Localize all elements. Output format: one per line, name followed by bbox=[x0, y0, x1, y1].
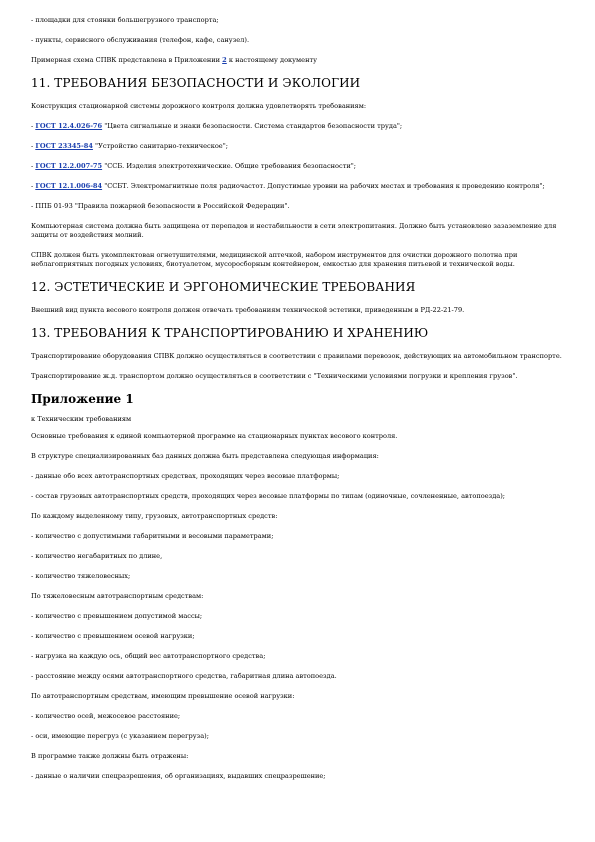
standard-reference: - ГОСТ 12.4.026-76 "Цвета сигнальные и знаки безопасности. Система стандартов безопасности труда"; bbox=[31, 122, 403, 130]
list-item: - количество с допустимыми габаритными и весовыми параметрами; bbox=[31, 532, 274, 540]
gost-link[interactable]: ГОСТ 23345-84 bbox=[35, 142, 93, 150]
list-item: - площадки для стоянки большегрузного транспорта; bbox=[31, 16, 219, 24]
standard-reference: - ГОСТ 23345-84 "Устройство санитарно-техническое"; bbox=[31, 142, 228, 150]
paragraph: Компьютерная система должна быть защищена от перепадов и нестабильности в сети электропитания. Должно быть установлено зазаземление для защиты от воздействия молний. bbox=[31, 222, 557, 239]
list-item: - состав грузовых автотранспортных средств, проходящих через весовые платформы по типам (одиночные, сочлененные, автопоезда); bbox=[31, 492, 506, 500]
appendix-1-heading: Приложение 1 bbox=[31, 392, 134, 406]
paragraph: СПВК должен быть укомплектован огнетушителями, медицинской аптечкой, набором инструментов для очистки дорожного полотна при неблагоприятных погодных условиях, биотуалетом, мусоросборным контейнером, емкостью для хранения питьевой и технической воды. bbox=[31, 251, 518, 268]
standard-reference: - ГОСТ 12.1.006-84 "ССБТ. Электромагнитные поля радиочастот. Допустимые уровни на рабочих местах и требования к проведению контроля"; bbox=[31, 182, 545, 190]
appendix-1-body bbox=[31, 432, 567, 781]
list-item: - оси, имеющие перегруз (с указанием перегруза); bbox=[31, 732, 209, 740]
appendix-1-subtitle: к Техническим требованиям bbox=[31, 415, 132, 423]
list-item: - количество с превышением осевой нагрузки; bbox=[31, 632, 195, 640]
section-12-heading: 12. ЭСТЕТИЧЕСКИЕ И ЭРГОНОМИЧЕСКИЕ ТРЕБОВАНИЯ bbox=[31, 280, 416, 294]
paragraph: Внешний вид пункта весового контроля должен отвечать требованиям технической эстетики, приведенным в РД-22-21-79. bbox=[31, 306, 465, 314]
section-13-heading: 13. ТРЕБОВАНИЯ К ТРАНСПОРТИРОВАНИЮ И ХРАНЕНИЮ bbox=[31, 326, 429, 340]
fire-safety-rules: - ППБ 01-93 "Правила пожарной безопасности в Российской Федерации". bbox=[31, 202, 290, 210]
list-item: - пункты, сервисного обслуживания (телефон, кафе, санузел). bbox=[31, 36, 250, 44]
list-item: - расстояние между осями автотранспортного средства, габаритная длина автопоезда. bbox=[31, 672, 337, 680]
list-item: По каждому выделенному типу, грузовых, автотранспортных средств: bbox=[31, 512, 278, 520]
section-11-intro: Конструкция стационарной системы дорожного контроля должна удовлетворять требованиям: bbox=[31, 102, 367, 110]
list-item: - данные обо всех автотранспортных средствах, проходящих через весовые платформы; bbox=[31, 472, 340, 480]
gost-link[interactable]: ГОСТ 12.4.026-76 bbox=[35, 122, 103, 130]
list-item: - количество негабаритных по длине, bbox=[31, 552, 163, 560]
gost-link[interactable]: ГОСТ 12.2.007-75 bbox=[35, 162, 103, 170]
paragraph: Транспортирование ж.д. транспортом должно осуществляться в соответствии с "Техническими условиями погрузки и крепления грузов". bbox=[31, 372, 518, 380]
list-item: - данные о наличии спецразрешения, об организациях, выдавших спецразрешение; bbox=[31, 772, 326, 780]
document-page bbox=[31, 16, 567, 792]
list-item: В структуре специализированных баз данных должна быть представлена следующая информация: bbox=[31, 452, 379, 460]
gost-link[interactable]: ГОСТ 12.1.006-84 bbox=[35, 182, 103, 190]
standard-reference: - ГОСТ 12.2.007-75 "ССБ. Изделия электротехнические. Общие требования безопасности"; bbox=[31, 162, 356, 170]
list-item: - нагрузка на каждую ось, общий вес автотранспортного средства; bbox=[31, 652, 266, 660]
list-item: - количество осей, межосевое расстояние; bbox=[31, 712, 181, 720]
list-item: В программе также должны быть отражены: bbox=[31, 752, 189, 760]
appendix-reference: Примерная схема СПВК представлена в Приложении 2 к настоящему документу bbox=[31, 56, 317, 64]
section-11-heading: 11. ТРЕБОВАНИЯ БЕЗОПАСНОСТИ И ЭКОЛОГИИ bbox=[31, 76, 361, 90]
list-item: - количество с превышением допустимой массы; bbox=[31, 612, 203, 620]
list-item: По автотранспортным средствам, имеющим превышение осевой нагрузки: bbox=[31, 692, 295, 700]
appendix-2-link[interactable]: 2 bbox=[222, 56, 227, 64]
list-item: - количество тяжеловесных; bbox=[31, 572, 131, 580]
list-item: Основные требования к единой компьютерной программе на стационарных пунктах весового контроля. bbox=[31, 432, 398, 440]
paragraph: Транспортирование оборудования СПВК должно осуществляться в соответствии с правилами перевозок, действующих на автомобильном транспорте. bbox=[31, 352, 562, 360]
list-item: По тяжеловесным автотранспортным средствам: bbox=[31, 592, 204, 600]
